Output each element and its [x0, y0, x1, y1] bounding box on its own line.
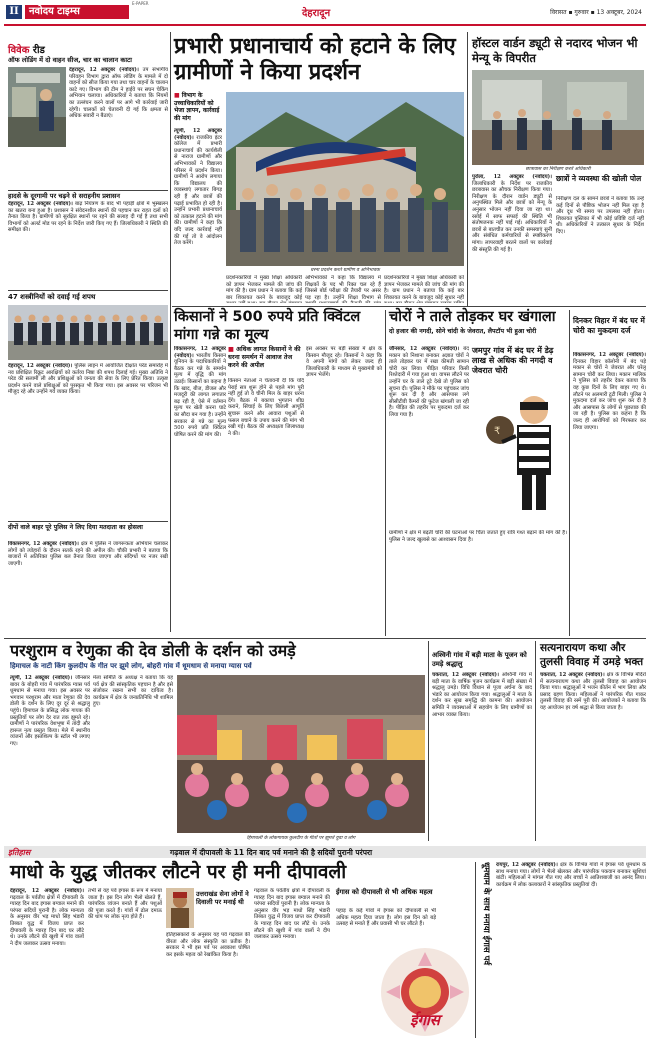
kisan-headline: किसानों ने 500 रुपये प्रति क्विंटल मांगा गन्ने का मूल्य: [174, 309, 361, 343]
vivek-story4-headline: दीपों वाले बाहर पूरे पुलिस ने लिए दिया मतदाता का होसला: [8, 524, 143, 531]
hostel-headline: हॉस्टल वार्डन ड्यूटी से नदारद भोजन भी मेन्यू के विपरीत: [472, 36, 638, 65]
page-number-badge: II: [6, 5, 22, 19]
issue-date: विरासत ▪ गुरुवार ▪ 13 अक्टूबर, 2024: [550, 9, 642, 16]
jampur-headline: जमपुर गांव में बंद घर में डेढ़ लाख से अधिक की नगदी व जेवरात चोरी: [472, 346, 554, 375]
theft-body: जौनसार, 12 अक्टूबर (नवोदय)। बंद मकान को निशाना बनाकर अज्ञात चोरों ने ताले तोड़कर घर में रखा कीमती सामान चोरी कर लिया। पीड़ित परिवार किसी रिश्तेदारी में गया हुआ था। वापस लौटने पर उन्होंने घर के ताले टूटे देखे तो पुलिस को सूचना दी। पुलिस ने मौके पर पहुंचकर जांच शुरू कर दी है और आसपास लगे सीसीटीवी कैमरों की फुटेज खंगाली जा रही है। पीड़ित की तहरीर पर मुकदमा दर्ज कर लिया गया है।: [389, 346, 469, 418]
lead-photo: [226, 92, 464, 266]
theft-body2: ग्रामीणों ने क्षेत्र में बढ़ती चोरी की घटनाओं पर चिंता जताते हुए रात्रि गश्त बढ़ाने की मांग की है। पुलिस ने जल्द खुलासे का आश्वासन दिया है।: [389, 530, 567, 543]
itihas-headline: माधो के युद्ध जीतकर लौटने पर ही मनी दीपावली: [10, 861, 347, 883]
vivek-label-black: रीड: [32, 45, 45, 56]
hostel-body: पुरोला, 12 अक्टूबर (नवोदय)। जिलाधिकारी के निर्देश पर राजकीय छात्रावास का औचक निरीक्षण किया गया। निरीक्षण के दौरान वार्डन ड्यूटी से अनुपस्थित मिले और छात्रों को मेन्यू के अनुसार भोजन नहीं दिया जा रहा था। रसोई में साफ सफाई की स्थिति भी संतोषजनक नहीं पाई गई। अधिकारियों ने छात्रों से बातचीत कर उनकी समस्याएं सुनीं और संबंधित कर्मचारियों से स्पष्टीकरण मांगा। लापरवाही बरतने वालों पर कार्रवाई की संस्तुति की गई है।: [472, 174, 552, 253]
ashwini-headline: अश्विनी गांव में बड़ी माता के पूजन को उमड़े श्रद्धालु: [432, 651, 527, 668]
itihas-mid-headline: ईगास को दीपावली से भी अधिक महत्व: [336, 888, 433, 896]
vivek-story4-body: विकासनगर, 12 अक्टूबर (नवोदय)। क्षेत्र में पुलिस ने जागरूकता अभियान चलाकर लोगों को त्योहारों के दौरान सतर्क रहने की अपील की। चौकी प्रभारी ने बताया कि बाजारों में अतिरिक्त पुलिस बल तैनात किया जाएगा और संदिग्धों पर नजर रखी जाएगी।: [8, 541, 168, 567]
parshuram-photo-caption: हिमाचली के लोकगायक कुलदीप के गीतों पर झूमते युवा व लोग: [246, 836, 356, 841]
satya-body: चकराता, 12 अक्टूबर (नवोदय)। क्षेत्र के विभिन्न मंदिरों में सत्यनारायण कथा और तुलसी विवाह का आयोजन किया गया। श्रद्धालुओं ने भजन कीर्तन में भाग लिया और प्रसाद ग्रहण किया। महिलाओं ने पारंपरिक गीत गाकर तुलसी विवाह की रस्में पूरी कीं। आयोजकों ने बताया कि यह आयोजन हर वर्ष श्रद्धा से किया जाता है।: [540, 672, 646, 711]
hostel-photo: [472, 70, 644, 165]
vivek-story2-headline: हादसे के दूरगामी पर चढ़ने से सराहनीय प्रशासन: [8, 192, 121, 200]
egas-side-body: रायपुर, 12 अक्टूबर (नवोदय)। क्षेत्र के विभिन्न गांवों में ईगास पर्व धूमधाम के साथ मनाया गया। लोगों ने भैलो खेलकर और पारंपरिक पकवान बनाकर खुशियां बांटीं। महिलाओं ने मांगल गीत गाए और बच्चों ने आतिशबाजी का आनंद लिया। कार्यक्रम में लोक कलाकारों ने सांस्कृतिक प्रस्तुतियां दीं।: [496, 862, 646, 888]
egas-side-headline: धूमधाम के साथ मनाया ईगास पर्व: [481, 862, 491, 966]
vivek-story1-photo: [8, 67, 66, 147]
itihas-body-col3: इतिहासकारों के अनुसार यह पर्व गढ़वाल की वीरता और लोक संस्कृति का प्रतीक है। सरकार ने भी इस पर्व पर अवकाश घोषित कर इसके महत्व को रेखांकित किया है।: [166, 932, 250, 958]
parshuram-headline: परशुराम व रेणुका की देव डोली के दर्शन को उमड़े: [10, 641, 296, 660]
kisan-body-col3: इस अवसर पर बड़ी संख्या में क्षेत्र के किसान मौजूद रहे। किसानों ने कहा कि वे अपनी मांगों को लेकर जल्द ही जिलाधिकारी के माध्यम से मुख्यमंत्री को ज्ञापन भेजेंगे।: [306, 346, 382, 379]
lead-photo-caption: धरना प्रदर्शन करते ग्रामीण व अभिभावक: [310, 268, 380, 273]
small-tag: E-PAPER: [132, 1, 149, 6]
theft-deck: दो हजार की नगदी, सोने चांदी के जेवरात, लैपटॉप भी हुआ चोरी: [389, 328, 537, 335]
thief-illustration: [472, 380, 567, 520]
vivek-story3-photo: [8, 305, 168, 360]
kisan-body-col2: किसान नेताओं ने चेतावनी दी कि यदि पेराई सत्र शुरू होने से पहले मांग पूरी नहीं हुई तो वे चीनी मिल के बाहर धरना देंगे। बैठक में बकाया भुगतान शीघ्र कराने, सिंचाई के लिए बिजली आपूर्ति सुचारू करने और आवारा पशुओं से फसल बचाने के उपाय करने की मांग भी रखी गई। बैठक की अध्यक्षता जिलाध्यक्ष ने की।: [228, 378, 304, 437]
parshuram-body-col2: मेला समिति के अध्यक्ष ने बताया कि यह पर्व क्षेत्र की सांस्कृतिक पहचान है और इसे संजोकर रखना सभी का दायित्व है। कार्यक्रम में क्षेत्र के जनप्रतिनिधि भी शामिल हुए।: [93, 675, 173, 708]
hostel-side-body: निरीक्षण दल के सामने छात्रों ने बताया कि उन्हें कई दिनों से पौष्टिक भोजन नहीं मिल रहा है और दूध भी समय पर उपलब्ध नहीं होता। शिकायत पुस्तिका में भी कोई प्रविष्टि दर्ज नहीं थी। अधिकारियों ने तत्काल सुधार के निर्देश दिए।: [556, 196, 644, 235]
vivek-story3-headline: 47 शस्त्रीनियों को दवाई गई शपथ: [8, 293, 96, 301]
itihas-strip: गढ़वाल में दीपावली के 11 दिन बाद पर्व मनाने की है सदियों पुरानी परंपरा: [170, 848, 373, 857]
vivek-story2-body: देहरादून, 12 अक्टूबर (नवोदय)। बाढ़ नियंत्रण के बाद भी पहाड़ी क्षेत्रों में भूस्खलन का खतरा बना हुआ है। प्रशासन ने संवेदनशील स्थानों की पहचान कर राहत दलों को तैनात किया है। ग्रामीणों को सुरक्षित स्थानों पर रहने की सलाह दी गई है तथा सभी विभागों को अलर्ट मोड पर रहने के निर्देश जारी किए गए हैं। जिलाधिकारी ने स्थिति की समीक्षा की।: [8, 201, 168, 234]
vivek-story1-body: देहरादून, 12 अक्टूबर (नवोदय)। उप संभागीय परिवहन विभाग द्वारा ऑफ लोडिंग के मामले में दो वाहनों को सीज किया गया तथा चार वाहनों के चालान काटे गए। विभाग की टीम ने हाईवे पर सघन चेकिंग अभियान चलाया। अधिकारियों ने बताया कि नियमों का उल्लंघन करने वालों पर आगे भी कार्रवाई जारी रहेगी। चालकों को चेतावनी दी गई कि क्षमता से अधिक सवारी न बैठाएं।: [69, 67, 168, 120]
hostel-side-headline: छात्रों ने व्यवस्था की खोली पोल: [556, 174, 642, 183]
itihas-inset-headline: उत्तराखंड सेना लोगों ने दिवाली पर मनाई थी: [196, 890, 249, 906]
dinkar-body: विकासनगर, 12 अक्टूबर (नवोदय)। दिनकर विहार कॉलोनी में बंद पड़े मकान से चोरों ने जेवरात और घरेलू सामान चोरी कर लिया। मकान मालिक ने पुलिस को तहरीर देकर बताया कि वह कुछ दिनों के लिए बाहर गए थे। लौटने पर अलमारी टूटी मिली। पुलिस ने मुकदमा दर्ज कर जांच शुरू कर दी है और आसपास के लोगों से पूछताछ की जा रही है। पुलिस का कहना है कि जल्द ही आरोपियों को गिरफ्तार कर लिया जाएगा।: [573, 352, 646, 431]
dinkar-headline: दिनकर विहार में बंद घर में चोरी का मुकदमा दर्ज: [573, 316, 645, 335]
satya-headline: सत्यनारायण कथा और तुलसी विवाह में उमड़े भक्त: [540, 642, 644, 668]
section-name: देहरादून: [302, 8, 331, 19]
itihas-body-col1: देहरादून, 12 अक्टूबर (नवोदय)। गढ़वाल के पर्वतीय क्षेत्रों में दीपावली के ग्यारह दिन बाद इगास बग्वाल मनाने की परंपरा सदियों पुरानी है। लोक मान्यता के अनुसार वीर भड़ माधो सिंह भंडारी तिब्बत युद्ध में विजय प्राप्त कर दीपावली के ग्यारह दिन बाद घर लौटे थे। उनके लौटने की खुशी में गांव वालों ने दीप जलाकर उत्सव मनाया।: [10, 888, 84, 947]
kisan-sidebar: ■ अधिक लागत किसानों ने की धरना समर्थन में आवाज तेज करने की अपील: [228, 346, 301, 369]
vivek-label-red: विवेक: [8, 45, 30, 56]
vivek-label: [8, 42, 45, 56]
svg-text:₹: ₹: [494, 426, 501, 437]
lead-body-col3: अभिभावकों ने कहा कि विद्यालय में शिक्षकों के पद भी रिक्त चल रहे हैं जिससे बोर्ड परीक्षा की तैयारी पर असर पड़ रहा है। उन्होंने शिक्षा विभाग से: [305, 275, 381, 301]
egas-graphic-text: ईगास: [410, 1011, 440, 1029]
itihas-inset-photo: [166, 888, 194, 928]
lead-body-col4: प्रदर्शनकारियों ने मुख्य शिक्षा अधिकारी को ज्ञापन भेजकर मामले की जांच की मांग की है। ग्राम प्रधान ने बताया कि कई बार शिकायत करने के बावजूद कोई सुधार नहीं: [384, 275, 464, 301]
parshuram-body-col1: त्यूणी, 12 अक्टूबर (नवोदय)। जौनसार बावर के बोहरी गांव में पारंपरिक ग्यास पर्व धूमधाम से मनाया गया। इस अवसर पर भगवान परशुराम और माता रेणुका की देव डोली के दर्शन के लिए दूर दूर से श्रद्धालु पहुंचे। हिमाचल के प्रसिद्ध लोक गायक की प्रस्तुतियों पर लोग देर रात तक झूमते रहे। ग्रामीणों ने पारंपरिक वेशभूषा में तांदी और हारूल नृत्य प्रस्तुत किया। मेले में स्थानीय व्यंजनों और हस्तशिल्प के स्टॉल भी लगाए गए।: [10, 675, 90, 747]
paper-name: नवोदय टाइम्स: [25, 5, 129, 19]
parshuram-deck: हिमाचल के नाटी किंग कुलदीप के गीत पर झूमे लोग, बोहरी गांव में धूमधाम से मनाया ग्यास पर्व: [10, 662, 252, 670]
ashwini-body: चकराता, 12 अक्टूबर (नवोदय)। अश्विनी गांव में बड़ी माता के वार्षिक पूजन कार्यक्रम में बड़ी संख्या में श्रद्धालु उमड़े। विधि विधान से पूजा अर्चना के बाद भंडारे का आयोजन किया गया। श्रद्धालुओं ने माता के दर्शन कर सुख समृद्धि की कामना की। आयोजन समिति ने व्यवस्थाओं में सहयोग के लिए ग्रामीणों का आभार व्यक्त किया।: [432, 672, 532, 718]
itihas-label: इतिहास: [8, 848, 31, 857]
lead-deck: ■ विभाग के उच्चाधिकारियों को भेजा ज्ञापन, कार्रवाई की मांग: [174, 92, 220, 122]
itihas-mid-body: पहाड़ के कई गांवों में ईगास को दीपावली से भी अधिक महत्व दिया जाता है। लोग इस दिन को बड़े उत्साह से मनाते हैं और प्रवासी भी घर लौटते हैं।: [336, 908, 436, 928]
vivek-story1-dateline: देहरादून, 12 अक्टूबर (नवोदय)।: [69, 67, 139, 73]
vivek-story1-headline: ऑफ लोडिंग में दो वाहन सीज, चार का चालान काटा: [8, 56, 132, 64]
lead-body-col1: त्यूणी, 12 अक्टूबर (नवोदय)। राजकीय इंटर कॉलेज में प्रभारी प्रधानाचार्य की कार्यशैली से नाराज ग्रामीणों और अभिभावकों ने विद्यालय परिसर में प्रदर्शन किया। ग्रामीणों ने आरोप लगाया कि विद्यालय की व्यवस्थाएं लगातार बिगड़ रही हैं और छात्रों की पढ़ाई प्रभावित हो रही है। उन्होंने प्रभारी प्रधानाचार्य को तत्काल हटाने की मांग की। ग्रामीणों ने कहा कि यदि जल्द कार्रवाई नहीं की गई तो वे आंदोलन तेज करेंगे।: [174, 128, 222, 247]
hostel-photo-caption: छात्रावास का निरीक्षण करते अधिकारी: [525, 167, 591, 172]
theft-headline: चोरों ने ताले तोड़कर घर खंगाला: [389, 309, 556, 325]
vivek-story3-body: देहरादून, 12 अक्टूबर (नवोदय)। पुलिस लाइन में आयोजित दीक्षांत परेड समारोह में नव प्रशिक्षित रिक्रूट आरक्षियों को कर्तव्य निष्ठा की शपथ दिलाई गई। मुख्य अतिथि ने परेड की सलामी ली और प्रशिक्षुओं को जनता की सेवा के लिए प्रेरित किया। उत्कृष्ट प्रदर्शन करने वाले प्रशिक्षुओं को पुरस्कृत भी किया गया। इस अवसर पर परिजन भी मौजूद रहे और उन्होंने गर्व व्यक्त किया।: [8, 363, 168, 396]
lead-headline: प्रभारी प्रधानाचार्य को हटाने के लिए ग्रामीणों ने किया प्रदर्शन: [174, 34, 456, 85]
lead-body-col2: प्रदर्शनकारियों ने मुख्य शिक्षा अधिकारी को ज्ञापन भेजकर मामले की जांच की मांग की है। ग्राम प्रधान ने बताया कि कई बार शिकायत करने के बावजूद कोई: [226, 275, 302, 301]
kisan-body-col1: विकासनगर, 12 अक्टूबर (नवोदय)। भारतीय किसान यूनियन के पदाधिकारियों ने बैठक कर गन्ने के समर्थन मूल्य में वृद्धि की मांग उठाई। किसानों का कहना है कि खाद, बीज, डीजल और मजदूरी की लागत लगातार बढ़ रही है, ऐसे में वर्तमान मूल्य पर खेती करना घाटे का सौदा बन गया है। उन्होंने सरकार से गन्ने का मूल्य 500 रुपये प्रति क्विंटल घोषित करने की मांग की।: [174, 346, 226, 438]
parshuram-photo: [177, 675, 425, 833]
itihas-body-col2: तभी से यह पर्व इगास के रूप में मनाया जाता है। इस दिन लोग भैलो खेलते हैं, पारंपरिक व्यंजन बनाते हैं और पशुओं की पूजा करते हैं। गांवों में ढोल दमाऊ की थाप पर लोक नृत्य होते हैं।: [88, 888, 162, 921]
masthead: [0, 0, 650, 26]
itihas-body-col4: गढ़वाल के पर्वतीय क्षेत्रों में दीपावली के ग्यारह दिन बाद इगास बग्वाल मनाने की परंपरा सदियों पुरानी है। लोक मान्यता के अनुसार वीर भड़ माधो सिंह भंडारी तिब्बत युद्ध में विजय प्राप्त कर दीपावली के ग्यारह दिन बाद घर लौटे थे। उनके लौटने की खुशी में गांव वालों ने दीप जलाकर उत्सव मनाया।: [254, 888, 330, 941]
